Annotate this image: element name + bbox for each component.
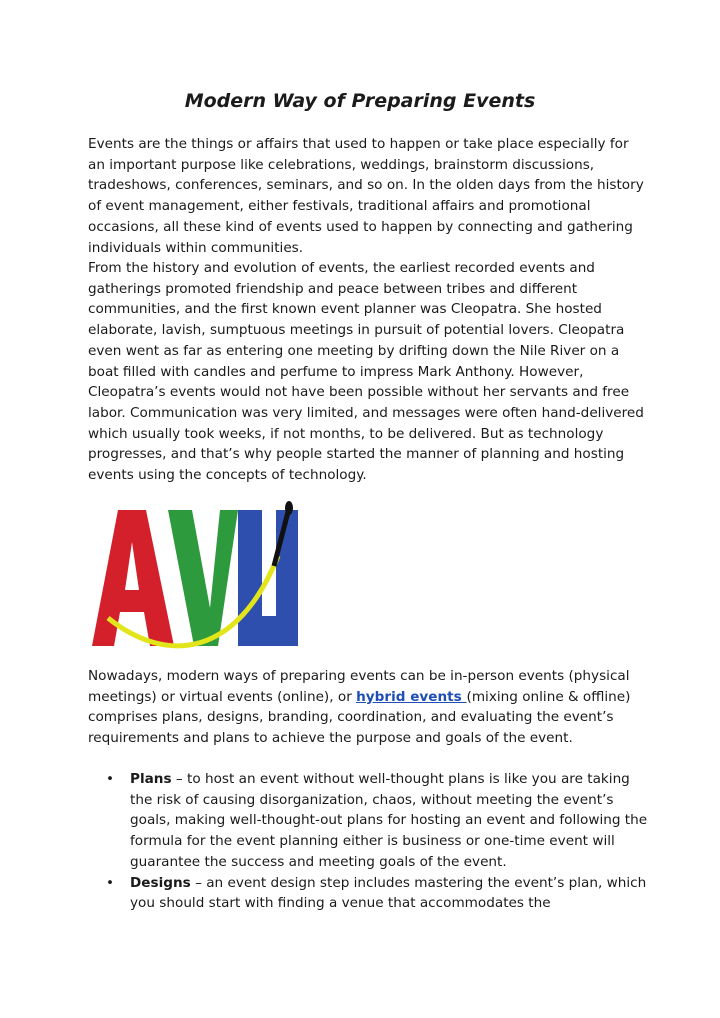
modern-text-before: Nowadays, modern ways of preparing events can be in-person events (physical meetings) or virtual events (online), or: [88, 668, 630, 705]
list-item-term: Designs: [130, 874, 191, 891]
list-item-term: Plans: [130, 771, 172, 787]
document-title: Modern Way of Preparing Events: [184, 90, 536, 112]
modern-text-after: (mixing online & offline) comprises plans, designs, branding, coordination, and evaluating the event’s requirements and plans to achieve the purpose and goals of the event.: [88, 688, 631, 747]
bullet-icon: •: [106, 874, 115, 891]
list-item-text: – an event design step includes mastering the event’s plan, which you should start with finding a venue that accommodates the: [130, 874, 647, 912]
intro-paragraph: Events are the things or affairs that used to happen or take place especially for an important purpose like celebrations, weddings, brainstorm discussions, tradeshows, conferences, seminars, and so on. In the olden days from the history of event management, either festivals, traditional affairs and promotional occasions, all these kind of events used to happen by connecting and gathering individuals within communities.: [88, 136, 644, 256]
modern-paragraph: [88, 666, 648, 749]
history-paragraph: From the history and evolution of events, the earliest recorded events and gatherings promoted friendship and peace between tribes and different communities, and the first known event planner was Cleopatra. She hosted elaborate, lavish, sumptuous meetings in pursuit of potential lovers. Cleopatra even went as far as entering one meeting by drifting down the Nile River on a boat filled with candles and perfume to impress Mark Anthony. However, Cleopatra’s events would not have been possible without her servants and free labor. Communication was very limited, and messages were often hand-delivered which usually took weeks, if not months, to be delivered. But as technology progresses, and that’s why people started the manner of planning and hosting events using the concepts of technology.: [88, 260, 644, 484]
list-item: [88, 873, 648, 914]
avu-logo: [88, 496, 308, 656]
event-steps-list: [88, 769, 648, 914]
list-item: [88, 769, 648, 873]
bullet-icon: •: [106, 771, 115, 787]
hybrid-events-link[interactable]: hybrid events: [356, 688, 467, 705]
list-item-text: – to host an event without well-thought plans is like you are taking the risk of causing disorganization, chaos, without meeting the event’s goals, making well-thought-out plans for hosting an event and following the formula for the event planning either is business or one-time event will guarantee the success and meeting goals of the event.: [130, 771, 648, 870]
logo-letter-v: [168, 510, 238, 646]
